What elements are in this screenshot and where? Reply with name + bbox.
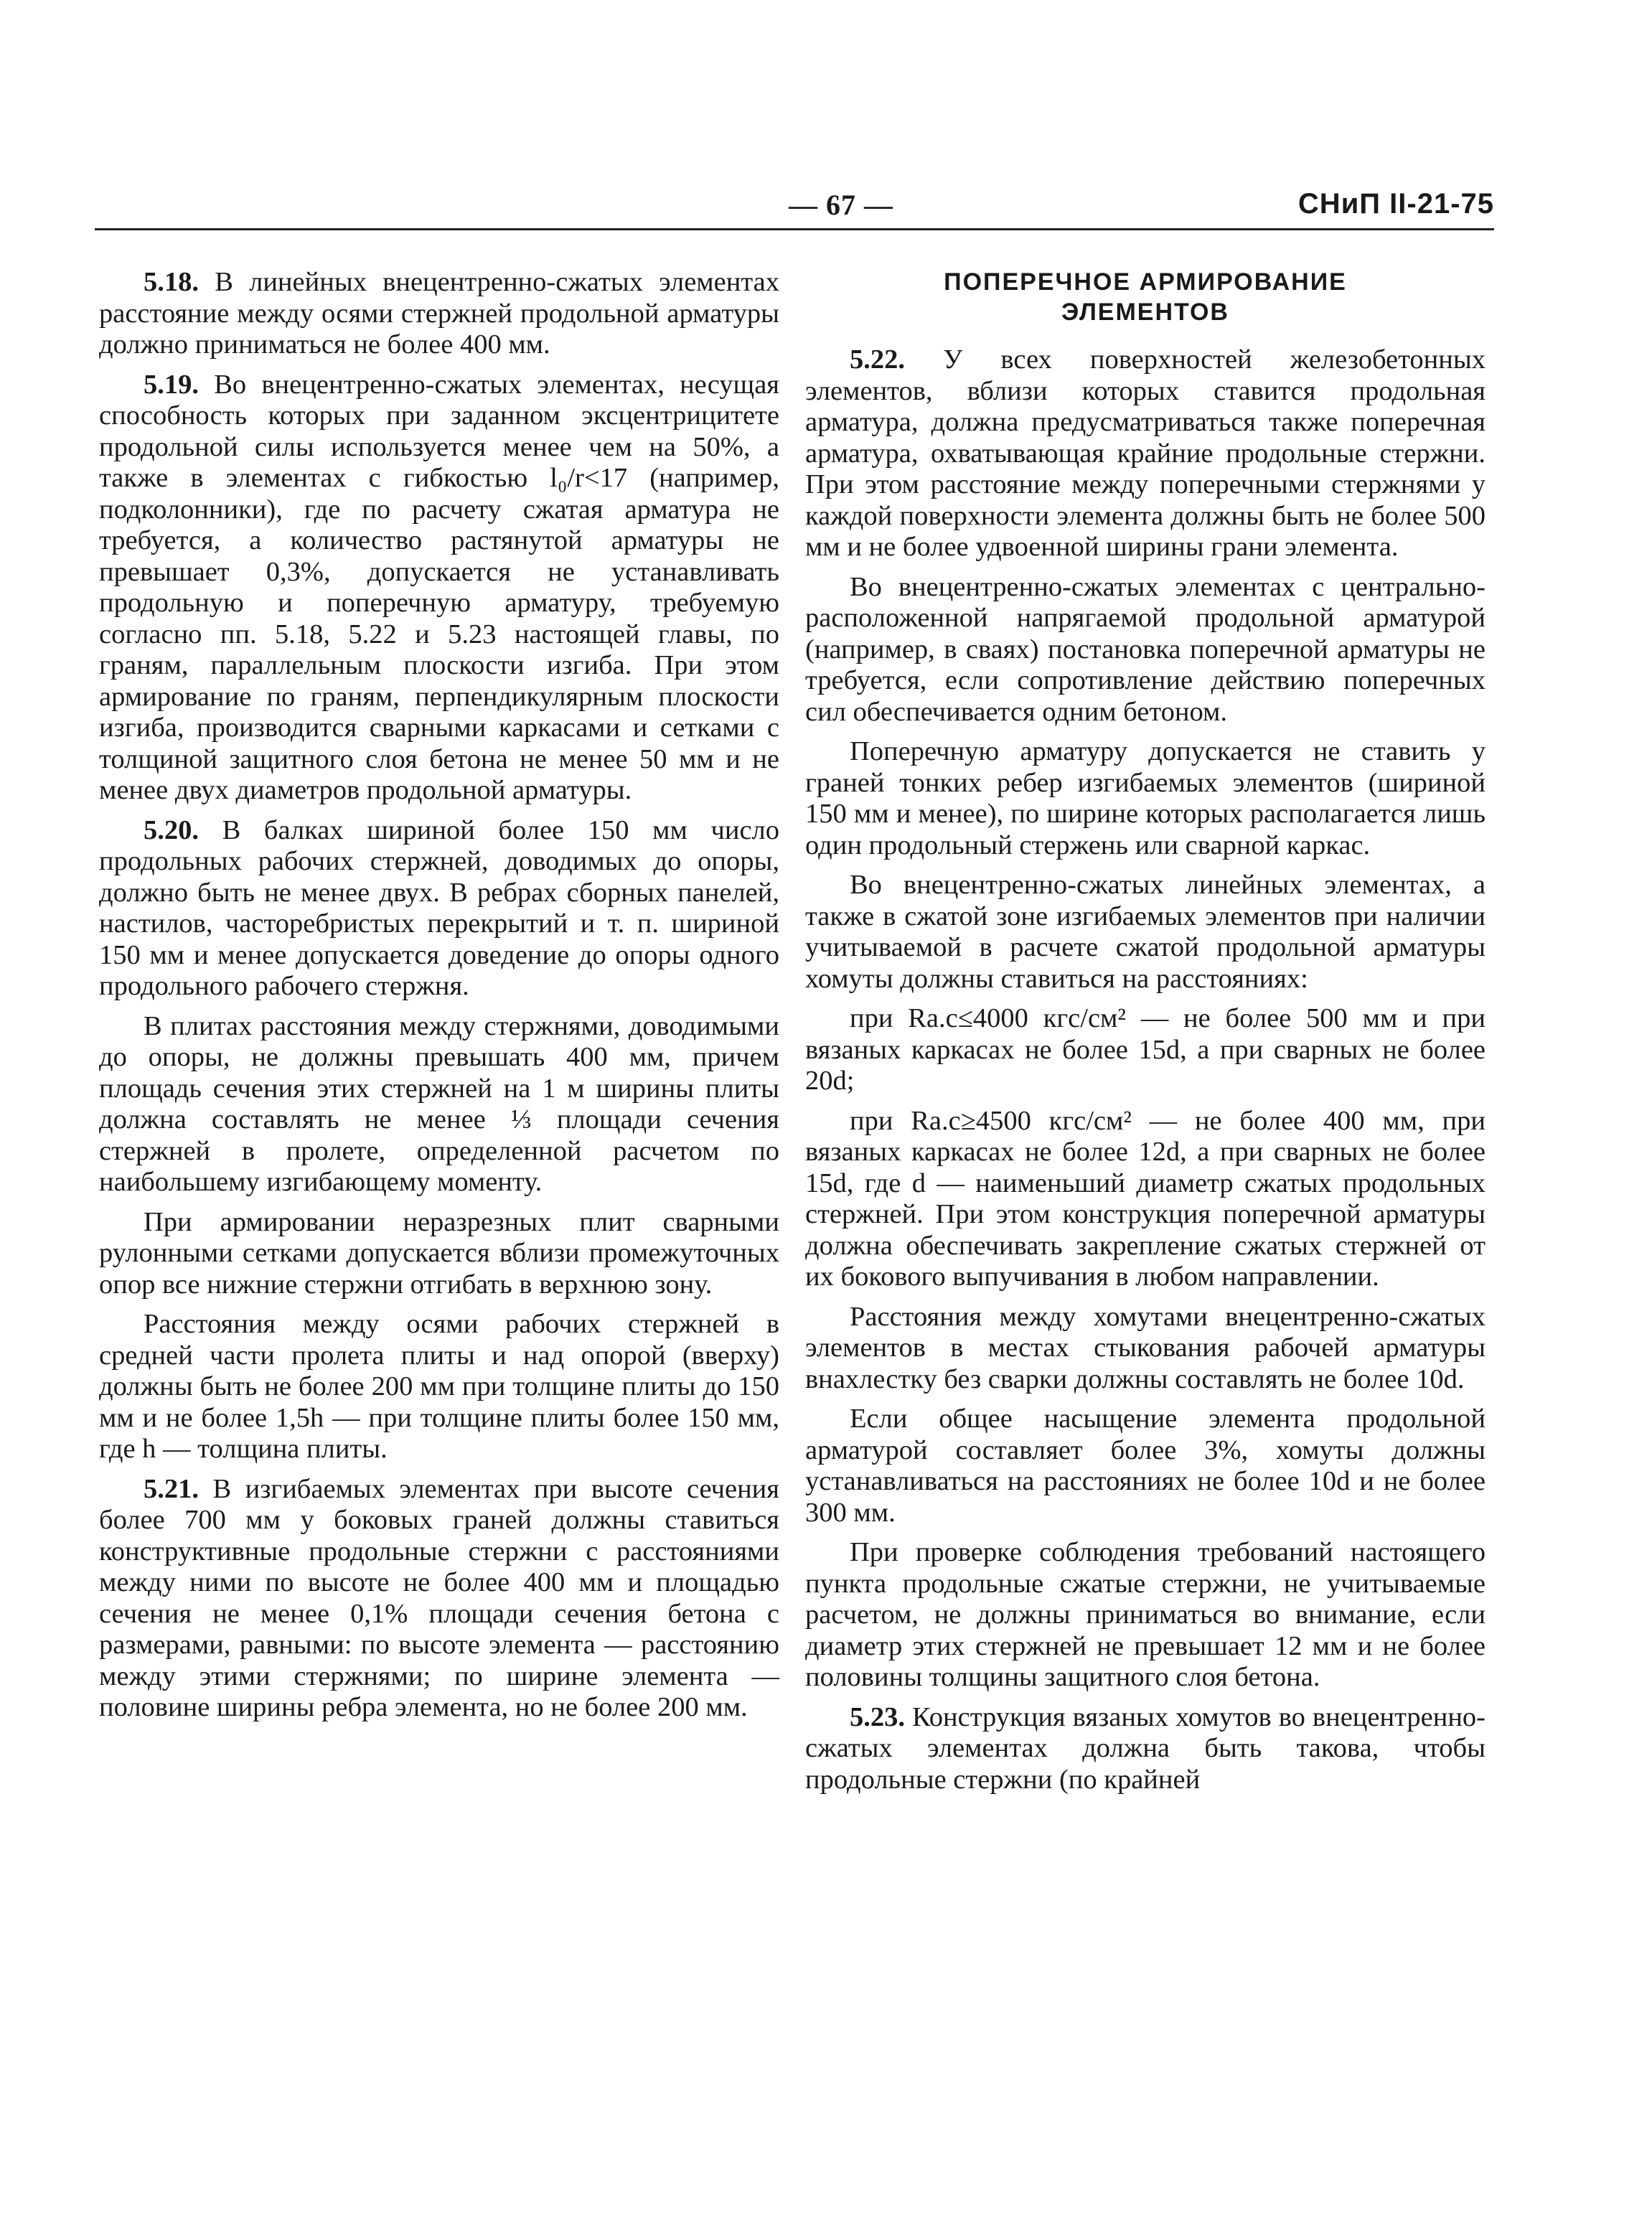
clause-number: 5.18. bbox=[144, 267, 199, 297]
paragraph-text: Во внецентренно-сжатых элементах, несущая способность которых при заданном эксцентрицитете продольной силы используется менее чем на 50%, а также в элементах с гибкостью l₀/r<17 (например, подколонники), где по расчету сжатая арматура не требуется, а количество растянутой арматуры не превышает 0,3%, допускается не устанавливать продольную и поперечную арматуру, требуемую согласно пп. 5.18, 5.22 и 5.23 настоящей главы, по граням, параллельным плоскости изгиба. При этом армирование по граням, перпендикулярным плоскости изгиба, производится сварными каркасами и сетками с толщиной защитного слоя бетона не менее 50 мм и не менее двух диаметров продольной арматуры. bbox=[99, 369, 779, 805]
paragraph: Во внецентренно-сжатых элементах с центрально-расположенной напрягаемой продольной арматурой (например, в сваях) постановка поперечной арматуры не требуется, если сопротивление действию поперечных сил обеспечивается одним бетоном. bbox=[805, 571, 1486, 727]
paragraph: Если общее насыщение элемента продольной арматурой составляет более 3%, хомуты должны устанавливаться на расстояниях не более 10d и не более 300 мм. bbox=[805, 1404, 1486, 1528]
paragraph-text: У всех поверхностей железобетонных элементов, вблизи которых ставится продольная арматура, должна предусматриваться также поперечная арматура, охватывающая крайние продольные стержни. При этом расстояние между поперечными стержнями у каждой поверхности элемента должны быть не более 500 мм и не более удвоенной ширины грани элемента. bbox=[805, 344, 1486, 562]
left-column bbox=[99, 267, 779, 1732]
paragraph: Расстояния между хомутами внецентренно-сжатых элементов в местах стыкования рабочей арматуры внахлестку без сварки должны составлять не более 10d. bbox=[805, 1301, 1486, 1394]
paragraph: При проверке соблюдения требований настоящего пункта продольные сжатые стержни, не учитываемые расчетом, не должны приниматься во внимание, если диаметр этих стержней не превышает 12 мм и не более половины толщины защитного слоя бетона. bbox=[805, 1537, 1486, 1692]
paragraph-5-20 bbox=[99, 815, 779, 1002]
paragraph-text: Конструкция вязаных хомутов во внецентренно-сжатых элементах должна быть такова, чтобы продольные стержни (по крайней bbox=[805, 1701, 1486, 1795]
paragraph-5-21 bbox=[99, 1474, 779, 1724]
paragraph-5-23 bbox=[805, 1702, 1486, 1796]
header-rule bbox=[95, 228, 1494, 230]
paragraph: При армировании неразрезных плит сварными рулонными сетками допускается вблизи промежуточных опор все нижние стержни отгибать в верхнюю зону. bbox=[99, 1206, 779, 1300]
paragraph-5-22 bbox=[805, 344, 1486, 563]
paragraph-5-18 bbox=[99, 267, 779, 361]
paragraph: Во внецентренно-сжатых линейных элементах, а также в сжатой зоне изгибаемых элементов при наличии учитываемой в расчете сжатой продольной арматуры хомуты должны ставиться на расстояниях: bbox=[805, 870, 1486, 994]
section-heading-line: ПОПЕРЕЧНОЕ АРМИРОВАНИЕ bbox=[944, 268, 1347, 296]
section-heading-line: ЭЛЕМЕНТОВ bbox=[1061, 299, 1229, 326]
document-code: СНиП II-21-75 bbox=[1297, 188, 1494, 220]
paragraph-5-19 bbox=[99, 370, 779, 807]
page-number: — 67 — bbox=[789, 189, 893, 221]
paragraph: при Rа.с≥4500 кгс/см² — не более 400 мм, при вязаных каркасах не более 12d, а при сварных не более 15d, где d — наименьший диаметр сжатых продольных стержней. При этом конструкция поперечной арматуры должна обеспечивать закрепление сжатых стержней от их бокового выпучивания в любом направлении. bbox=[805, 1105, 1486, 1292]
paragraph: В плитах расстояния между стержнями, доводимыми до опоры, не должны превышать 400 мм, причем площадь сечения этих стержней на 1 м ширины плиты должна составлять не менее ⅓ площади сечения стержней в пролете, определенной расчетом по наибольшему изгибающему моменту. bbox=[99, 1010, 779, 1197]
paragraph-text: В изгибаемых элементах при высоте сечения более 700 мм у боковых граней должны ставиться конструктивные продольные стержни с расстояниями между ними по высоте не более 400 мм и площадью сечения не менее 0,1% площади сечения бетона с размерами, равными: по высоте элемента — расстоянию между этими стержнями; по ширине элемента — половине ширины ребра элемента, но не более 200 мм. bbox=[99, 1473, 779, 1722]
paragraph: Поперечную арматуру допускается не ставить у граней тонких ребер изгибаемых элементов (шириной 150 мм и менее), по ширине которых располагается лишь один продольный стержень или сварной каркас. bbox=[805, 736, 1486, 860]
clause-number: 5.20. bbox=[144, 814, 199, 845]
paragraph-text: В балках шириной более 150 мм число продольных рабочих стержней, доводимых до опоры, должно быть не менее двух. В ребрах сборных панелей, настилов, часторебристых перекрытий и т. п. шириной 150 мм и менее допускается доведение до опоры одного продольного рабочего стержня. bbox=[99, 814, 779, 1001]
page-header bbox=[95, 188, 1494, 224]
paragraph: при Rа.с≤4000 кгс/см² — не более 500 мм и при вязаных каркасах не более 15d, а при сварных не более 20d; bbox=[805, 1003, 1486, 1096]
right-column bbox=[805, 267, 1486, 1804]
clause-number: 5.19. bbox=[144, 369, 199, 400]
clause-number: 5.21. bbox=[144, 1473, 199, 1504]
clause-number: 5.23. bbox=[850, 1701, 905, 1732]
paragraph: Расстояния между осями рабочих стержней в средней части пролета плиты и над опорой (вверху) должны быть не более 200 мм при толщине плиты до 150 мм и не более 1,5h — при толщине плиты более 150 мм, где h — толщина плиты. bbox=[99, 1309, 779, 1464]
paragraph-text: В линейных внецентренно-сжатых элементах расстояние между осями стержней продольной арматуры должно приниматься не более 400 мм. bbox=[99, 267, 779, 360]
section-heading bbox=[805, 267, 1486, 327]
clause-number: 5.22. bbox=[850, 344, 905, 375]
